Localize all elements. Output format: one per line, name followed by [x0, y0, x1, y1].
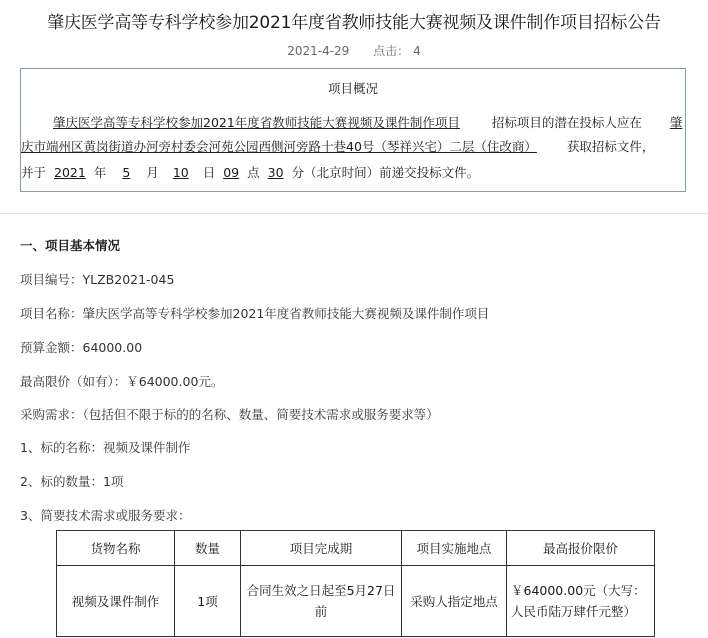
subject-name: 1、标的名称：视频及课件制作	[20, 440, 191, 455]
overview-line-2	[21, 137, 685, 159]
deadline-year: 2021	[54, 165, 86, 180]
deadline-minute: 30	[267, 165, 284, 180]
cell-quantity: 1项	[175, 566, 241, 637]
article-title: 肇庆医学高等专科学校参加2021年度省教师技能大赛视频及课件制作项目招标公告	[47, 13, 661, 33]
hits-label: 点击：	[373, 44, 410, 58]
overview-location-b: 庆市端州区黄岗街道办河旁村委会河苑公园西侧河旁路十巷40号（琴祥兴宅）二层（住改商）	[21, 139, 537, 154]
overview-location-a: 肇	[669, 115, 683, 130]
divider	[0, 213, 708, 214]
max-price: 最高限价（如有）：￥64000.00元。	[20, 374, 224, 389]
project-name: 项目名称：肇庆医学高等专科学校参加2021年度省教师技能大赛视频及课件制作项目	[20, 306, 490, 321]
hour-unit: 点	[247, 165, 260, 180]
requirements-table	[56, 530, 655, 637]
overview-text-3: 并于	[21, 165, 47, 180]
technical-requirements: 3、简要技术需求或服务要求：	[20, 508, 191, 523]
overview-project-name: 肇庆医学高等专科学校参加2021年度省教师技能大赛视频及课件制作项目	[53, 115, 460, 130]
deadline-day: 10	[172, 165, 189, 180]
hit-counter	[373, 44, 421, 58]
cell-goods-name: 视频及课件制作	[57, 566, 175, 637]
deadline-month: 5	[122, 165, 131, 180]
cell-completion-period: 合同生效之日起至5月27日前	[241, 566, 402, 637]
overview-text-1: 招标项目的潜在投标人应在	[491, 115, 642, 130]
hits-value: 4	[413, 44, 421, 58]
cell-max-price: ￥64000.00元（大写：人民币陆万肆仟元整）	[507, 566, 655, 637]
header-max-price: 最高报价限价	[507, 531, 655, 566]
project-number: 项目编号：YLZB2021-045	[20, 272, 175, 287]
minute-unit: 分（北京时间）前递交投标文件。	[291, 165, 480, 180]
header-goods-name: 货物名称	[57, 531, 175, 566]
subject-quantity: 2、标的数量：1项	[20, 474, 124, 489]
table-row	[57, 566, 655, 637]
cell-location: 采购人指定地点	[402, 566, 507, 637]
deadline-hour: 09	[223, 165, 240, 180]
overview-text-2: 获取招标文件，	[566, 139, 655, 154]
table-header-row	[57, 531, 655, 566]
budget-amount: 预算金额：64000.00	[20, 340, 143, 355]
overview-title: 项目概况	[327, 81, 378, 96]
day-unit: 日	[202, 165, 216, 180]
section-heading: 一、项目基本情况	[20, 238, 121, 253]
header-quantity: 数量	[175, 531, 241, 566]
procurement-requirements: 采购需求：（包括但不限于标的的名称、数量、简要技术需求或服务要求等）	[20, 407, 439, 422]
publish-date: 2021-4-29	[287, 44, 350, 58]
article-meta	[0, 42, 708, 59]
project-overview-box	[20, 68, 686, 192]
overview-line-3	[21, 163, 685, 185]
year-unit: 年	[93, 165, 107, 180]
header-completion-period: 项目完成期	[241, 531, 402, 566]
header-location: 项目实施地点	[402, 531, 507, 566]
month-unit: 月	[146, 165, 159, 180]
overview-line-1	[21, 113, 685, 135]
